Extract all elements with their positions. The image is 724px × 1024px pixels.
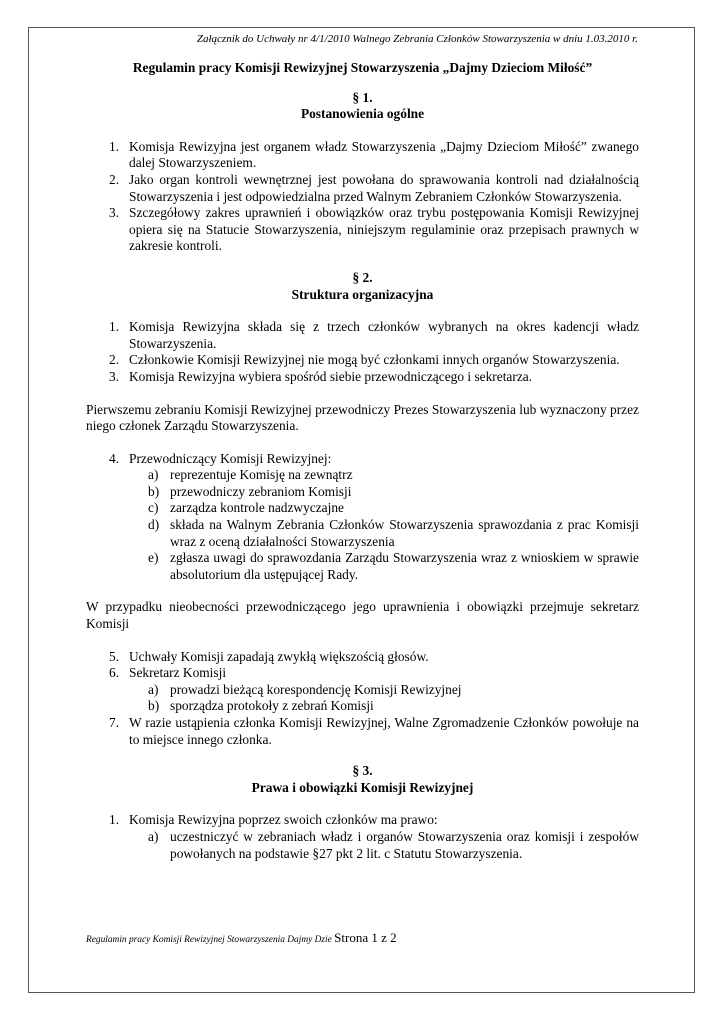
sub-item-text: zgłasza uwagi do sprawozdania Zarządu Stowarzyszenia wraz z wnioskiem w sprawie absolutorium dla ustępującej Rady. — [170, 550, 639, 582]
item-number: 1. — [109, 138, 120, 154]
sub-item — [129, 517, 639, 550]
sub-item-letter: e) — [148, 550, 159, 566]
section-1-number: § 1. — [352, 89, 373, 105]
sub-item-letter: b) — [148, 698, 160, 714]
list-item — [86, 139, 639, 172]
item-number: 4. — [109, 450, 120, 466]
sub-item-letter: a) — [148, 828, 159, 844]
item-text: Komisja Rewizyjna jest organem władz Stowarzyszenia „Dajmy Dzieciom Miłość” zwanego dalej Stowarzyszeniem. — [129, 138, 639, 171]
item-number: 3. — [109, 368, 120, 384]
sub-item — [129, 484, 639, 501]
item-number: 6. — [109, 665, 120, 681]
footer-document-name: Regulamin pracy Komisji Rewizyjnej Stowarzyszenia Dajmy Dzie — [86, 935, 332, 945]
list-item — [86, 812, 639, 829]
document-title: Regulamin pracy Komisji Rewizyjnej Stowarzyszenia „Dajmy Dzieciom Miłość” — [132, 60, 593, 75]
paragraph-first-meeting: Pierwszemu zebraniu Komisji Rewizyjnej przewodniczy Prezes Stowarzyszenia lub wyznaczony przez niego członek Zarządu Stowarzyszenia. — [86, 401, 639, 434]
sub-item-text: prowadzi bieżącą korespondencję Komisji Rewizyjnej — [170, 681, 462, 697]
sub-item-text: zarządza kontrole nadzwyczajne — [170, 500, 344, 516]
item-number: 2. — [109, 352, 120, 368]
section-2-number: § 2. — [352, 269, 373, 285]
item-text: Członkowie Komisji Rewizyjnej nie mogą być członkami innych organów Stowarzyszenia. — [129, 352, 620, 368]
sub-item-letter: a) — [148, 467, 159, 483]
page-footer — [86, 930, 397, 946]
section-1-heading: Postanowienia ogólne — [300, 106, 425, 122]
list-item — [86, 369, 639, 386]
list-item — [86, 665, 639, 682]
item-text: Komisja Rewizyjna poprzez swoich członków ma prawo: — [129, 812, 438, 828]
list-item — [86, 205, 639, 255]
item-number: 3. — [109, 205, 120, 221]
sub-item-letter: d) — [148, 517, 160, 533]
sub-item — [129, 682, 639, 699]
sub-item — [129, 698, 639, 715]
section-3-number: § 3. — [352, 763, 373, 779]
list-item — [86, 172, 639, 205]
sub-item-letter: b) — [148, 483, 160, 499]
list-item — [86, 451, 639, 468]
item-number: 2. — [109, 171, 120, 187]
item-text: Komisja Rewizyjna składa się z trzech członków wybranych na okres kadencji władz Stowarzyszenia. — [129, 319, 639, 351]
sub-item — [129, 829, 639, 862]
sub-item — [129, 467, 639, 484]
section-2-heading: Struktura organizacyjna — [291, 286, 434, 302]
item-number: 1. — [109, 319, 120, 335]
list-item — [86, 715, 639, 748]
item-text: Jako organ kontroli wewnętrznej jest powołana do sprawowania kontroli nad działalnością Stowarzyszenia i jest odpowiedzialna przed Walnym Zebraniem Członków Stowarzyszenia. — [129, 171, 639, 204]
item-number: 5. — [109, 648, 120, 664]
list-item — [86, 649, 639, 666]
sub-item-letter: a) — [148, 681, 159, 697]
sub-item-text: reprezentuje Komisję na zewnątrz — [170, 467, 353, 483]
sub-item-text: przewodniczy zebraniom Komisji — [170, 483, 352, 499]
attachment-note: Załącznik do Uchwały nr 4/1/2010 Walnego Zebrania Członków Stowarzyszenia w dniu 1.03.2010 r. — [196, 33, 638, 45]
sub-item-text: składa na Walnym Zebrania Członków Stowarzyszenia sprawozdania z prac Komisji wraz z oceną działalności Stowarzyszenia — [170, 517, 639, 549]
paragraph-absence: W przypadku nieobecności przewodniczącego jego uprawnienia i obowiązki przejmuje sekretarz Komisji — [86, 599, 639, 632]
list-item — [86, 352, 639, 369]
sub-item-text: sporządza protokoły z zebrań Komisji — [170, 698, 374, 714]
sub-item — [129, 550, 639, 583]
page-number: Strona 1 z 2 — [334, 930, 397, 945]
item-number: 7. — [109, 715, 120, 730]
item-text: Przewodniczący Komisji Rewizyjnej: — [129, 450, 332, 466]
item-number: 1. — [109, 812, 120, 828]
item-text: W razie ustąpienia członka Komisji Rewizyjnej, Walne Zgromadzenie Członków powołuje na to miejsce innego członka. — [129, 715, 639, 747]
item-text: Sekretarz Komisji — [129, 665, 227, 681]
item-text: Szczegółowy zakres uprawnień i obowiązków oraz trybu postępowania Komisji Rewizyjnej opiera się na Statucie Stowarzyszenia, niniejszym regulaminie oraz przepisach prawnych w zakresie kontroli. — [129, 205, 639, 254]
list-item — [86, 319, 639, 352]
item-text: Komisja Rewizyjna wybiera spośród siebie przewodniczącego i sekretarza. — [129, 368, 533, 384]
sub-item-letter: c) — [148, 500, 159, 516]
document-body — [86, 60, 639, 862]
section-3-heading: Prawa i obowiązki Komisji Rewizyjnej — [251, 779, 474, 795]
sub-item — [129, 500, 639, 517]
item-text: Uchwały Komisji zapadają zwykłą większością głosów. — [129, 648, 429, 664]
sub-item-text: uczestniczyć w zebraniach władz i organów Stowarzyszenia oraz komisji i zespołów powołanych na podstawie §27 pkt 2 lit. c Statutu Stowarzyszenia. — [170, 828, 639, 861]
